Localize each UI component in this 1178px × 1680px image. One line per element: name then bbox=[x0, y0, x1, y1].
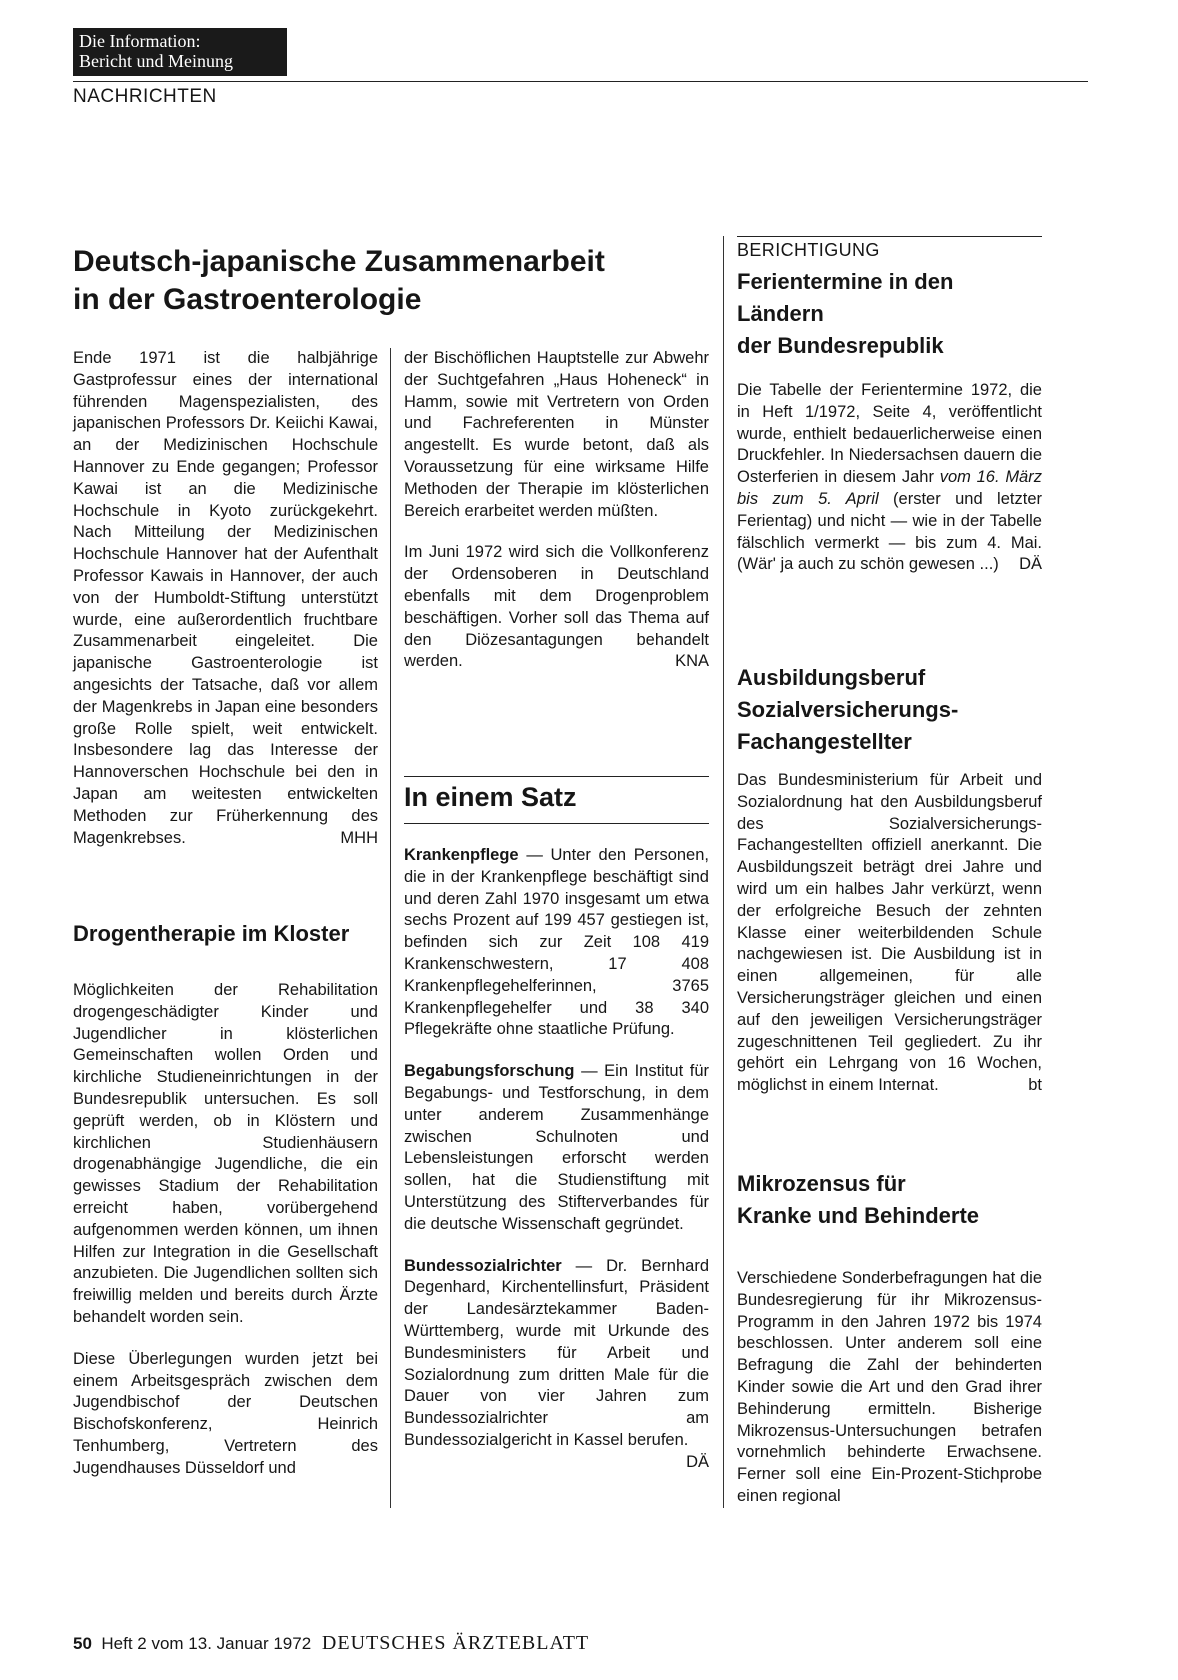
section-name: NACHRICHTEN bbox=[73, 86, 217, 107]
satz-headline: In einem Satz bbox=[404, 782, 577, 812]
ausbildung-headline bbox=[737, 662, 1042, 758]
satz-rule-top bbox=[404, 776, 709, 777]
drogen-para-4 bbox=[404, 542, 709, 673]
drogen-para-3: der Bischöflichen Hauptstelle zur Abwehr der Suchtgefahren „Haus Hoheneck“ in Hamm, sowie mit Vertretern von Orden und Fachreferenten in Münster angestellt. Es wurde betont, daß als Voraussetzung für eine wirksame Hilfe Methoden der Therapie im klösterlichen Bereich erarbeitet werden müßten. bbox=[404, 349, 709, 520]
column-1 bbox=[73, 348, 378, 869]
ausbildung-text bbox=[737, 770, 1042, 1117]
column-divider-1 bbox=[390, 348, 391, 1508]
issue-info: Heft 2 vom 13. Januar 1972 bbox=[101, 1634, 312, 1653]
column-2 bbox=[404, 348, 709, 693]
article-kawai-body: Ende 1971 ist die halbjährige Gastprofessur eines der international führenden Magenspezialisten, des japanischen Professors Dr. Keiichi Kawai, an der Medizinischen Hochschule Hannover zu Ende gegangen; Professor Kawai ist an die Medizinische Hochschule in Kyoto zurückgekehrt. Nach Mitteilung der Medizinischen Hochschule Hannover hat der Aufenthalt Professor Kawais in Hannover, der auch von der Humboldt-Stiftung unterstützt wurde, eine außerordentlich fruchtbare Zusammenarbeit eingeleitet. Die japanische Gastroenterologie ist angesichts der Tatsache, daß vor allem der Magenkrebs in Japan eine besonders große Rolle spielt, weit entwickelt. Insbesondere lag das Interesse der Hannoverschen Hochschule bei den in Japan am weitesten entwickelten Methoden zur Früherkennung des Magenkrebses. bbox=[73, 349, 378, 847]
ferien-text-dates: vom 16. März bis zum 5. April bbox=[737, 468, 1042, 508]
mikro-text bbox=[737, 1268, 1042, 1528]
satz-column bbox=[404, 845, 709, 1474]
ferien-headline-line1: Ferientermine in den bbox=[737, 269, 954, 294]
satz-rule-bottom bbox=[404, 823, 709, 824]
satz-begabung-text: — Ein Institut für Begabungs- und Testforschung, in dem unter anderem Zusammenhänge zwischen Schulnoten und Lebensleistungen erforscht werden sollen, hat die Studienstiftung mit Unterstützung des Stifterverbandes für die deutsche Wissenschaft gegründet. bbox=[404, 1062, 709, 1233]
berichtigung-label: BERICHTIGUNG bbox=[737, 240, 880, 260]
mikro-para: Verschiedene Sonderbefragungen hat die Bundesregierung für ihr Mikrozensus-Programm in den Jahren 1972 bis 1974 beschlossen. Unter anderem soll eine Befragung die Zahl der behinderten Kinder sowie die Art und den Grad ihrer Behinderung ermitteln. Bisherige Mikrozensus-Untersuchungen betrafen vornehmlich behinderte Erwachsene. Ferner soll eine Ein-Prozent-Stichprobe einen regional bbox=[737, 1269, 1042, 1505]
satz-begabung-head: Begabungsforschung bbox=[404, 1062, 575, 1081]
ferien-headline bbox=[737, 266, 1042, 362]
drogen-para-1: Möglichkeiten der Rehabilitation drogengeschädigter Kinder und Jugendlicher in klösterlichen Gemeinschaften wollen Orden und kirchliche Studieneinrichtungen in der Bundesrepublik untersuchen. Es soll geprüft werden, ob in Klöstern und kirchlichen Studienhäusern drogenabhängige Jugendliche, die ein gewisses Stadium der Rehabilitation erreicht haben, vorübergehend aufgenommen werden können, um ihnen Hilfen zur Integration in die Gesellschaft anzubieten. Die Jugendlichen sollten sich freiwillig melden und bereits durch Ärzte behandelt worden sein. bbox=[73, 981, 378, 1326]
ausbildung-headline-line1: Ausbildungsberuf bbox=[737, 665, 926, 690]
article-kawai-signature: MHH bbox=[340, 828, 378, 847]
ausbildung-para bbox=[737, 770, 1042, 1097]
ferien-headline-line2: Ländern bbox=[737, 301, 824, 326]
main-headline-line2: in der Gastroenterologie bbox=[73, 283, 422, 316]
satz-richter-signature: DÄ bbox=[686, 1452, 709, 1471]
satz-richter-text: — Dr. Bernhard Degenhard, Kirchentellinsfurt, Präsident der Landesärztekammer Baden-Württemberg, wurde mit Urkunde des Bundesministers für Arbeit und Sozialordnung zum dritten Male für die Dauer von vier Jahren zum Bundessozialrichter am Bundessozialgericht in Kassel berufen. bbox=[404, 1256, 709, 1449]
page-footer bbox=[73, 1632, 589, 1655]
ferien-para bbox=[737, 380, 1042, 576]
drogen-headline: Drogentherapie im Kloster bbox=[73, 921, 350, 946]
ferien-headline-line3: der Bundesrepublik bbox=[737, 333, 944, 358]
column-divider-2 bbox=[723, 236, 724, 1508]
header-rule bbox=[73, 81, 1088, 82]
ausbildung-headline-line2: Sozialversicherungs- bbox=[737, 697, 959, 722]
ausbildung-body: Das Bundesministerium für Arbeit und Sozialordnung hat den Ausbildungsberuf des Sozialversicherungs-Fachangestellten offiziell anerkannt. Die Ausbildungszeit beträgt drei Jahre und wird um ein halbes Jahr verkürzt, wenn der erfolgreiche Besuch der zehnten Klasse einer weiterbildenden Schule nachgewiesen ist. Die Ausbildung ist in einen allgemeinen, für alle Versicherungsträger gleichen und einen auf den jeweiligen Versicherungsträger zugeschnittenen Teil gegliedert. Zu ihr gehört ein Lehrgang von 16 Wochen, möglichst in einem Internat. bbox=[737, 771, 1042, 1095]
ferien-text bbox=[737, 380, 1042, 596]
drogen-para-2: Diese Überlegungen wurden jetzt bei einem Arbeitsgespräch zwischen dem Jugendbischof der Deutschen Bischofskonferenz, Heinrich Tenhumberg, Vertretern des Jugendhauses Düsseldorf und bbox=[73, 1349, 378, 1477]
drogen-signature: KNA bbox=[675, 652, 709, 671]
satz-krankenpflege bbox=[404, 845, 709, 1041]
satz-richter bbox=[404, 1256, 709, 1471]
mikro-headline-line2: Kranke und Behinderte bbox=[737, 1203, 980, 1228]
ferien-text-1: Die Tabelle der Ferientermine 1972, die in Heft 1/1972, Seite 4, veröffentlicht wurde, enthielt bedauerlicherweise einen Druckfehler. In Niedersachsen dauern die Osterferien in diesem Jahr bbox=[737, 381, 1042, 487]
ferien-signature: DÄ bbox=[1019, 555, 1042, 574]
section-label-line1: Die Information: bbox=[79, 31, 201, 51]
main-headline-line1: Deutsch-japanische Zusammenarbeit bbox=[73, 245, 605, 278]
column-1-lower bbox=[73, 980, 378, 1500]
mikro-headline-line1: Mikrozensus für bbox=[737, 1171, 906, 1196]
mikro-headline bbox=[737, 1168, 1042, 1232]
section-label-line2: Bericht und Meinung bbox=[79, 51, 233, 71]
main-headline bbox=[73, 243, 713, 319]
magazine-name: DEUTSCHES ÄRZTEBLATT bbox=[321, 1632, 590, 1654]
page-number: 50 bbox=[73, 1634, 92, 1653]
berichtigung-rule bbox=[737, 236, 1042, 237]
ausbildung-signature: bt bbox=[1028, 1076, 1042, 1095]
section-label-box bbox=[73, 28, 287, 76]
drogen-para-4-body: Im Juni 1972 wird sich die Vollkonferenz der Ordensoberen in Deutschland ebenfalls mit dem Drogenproblem beschäftigen. Vorher soll das Thema auf den Diözesantagungen behandelt werden. bbox=[404, 543, 709, 671]
satz-krankenpflege-text: — Unter den Personen, die in der Krankenpflege beschäftigt sind und deren Zahl 1970 insgesamt um etwa sechs Prozent auf 199 457 gestiegen ist, befinden sich zur Zeit 108 419 Krankenschwestern, 17 408 Krankenpflegehelferinnen, 3765 Krankenpflegehelfer und 38 340 Pflegekräfte ohne staatliche Prüfung. bbox=[404, 846, 709, 1039]
satz-richter-head: Bundessozialrichter bbox=[404, 1256, 562, 1275]
ferien-text-2: (erster und letzter Ferientag) und nicht — wie in der Tabelle fälschlich vermerkt — bis zum 4. Mai. (Wär' ja auch zu schön gewesen ...) bbox=[737, 489, 1042, 574]
ausbildung-headline-line3: Fachangestellter bbox=[737, 729, 912, 754]
satz-krankenpflege-head: Krankenpflege bbox=[404, 846, 519, 864]
article-kawai-text bbox=[73, 348, 378, 849]
satz-begabung bbox=[404, 1061, 709, 1235]
